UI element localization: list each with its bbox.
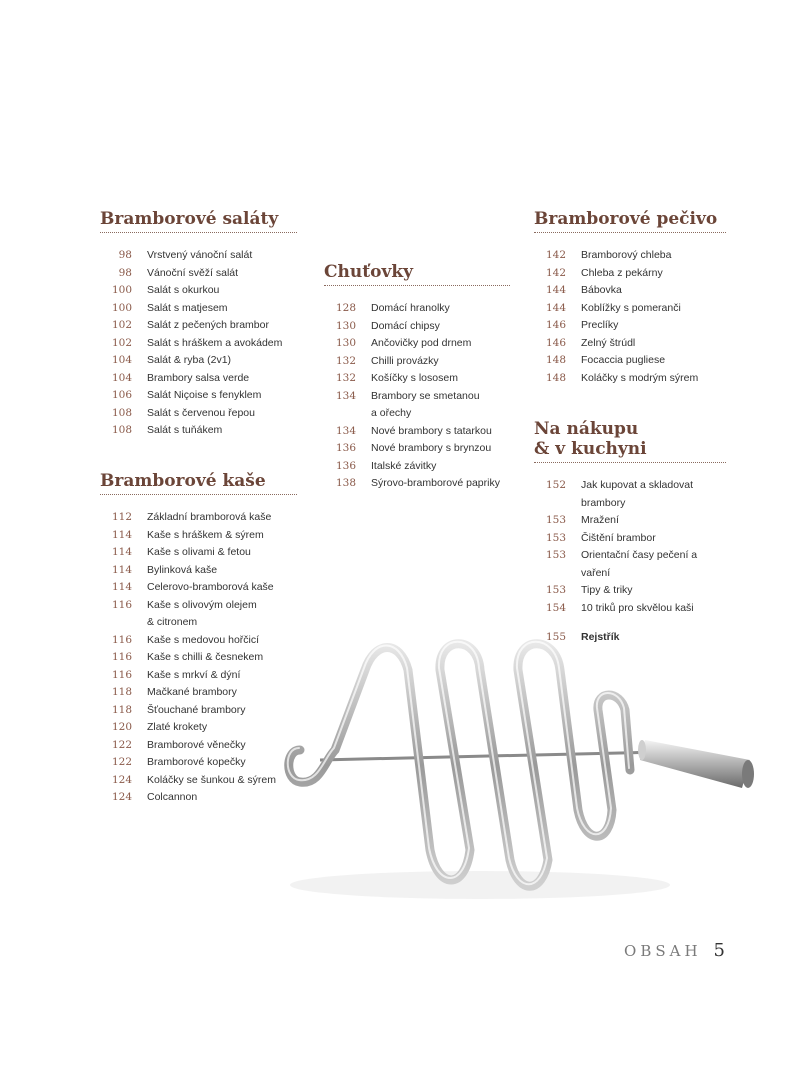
- toc-entry-line: Koblížky s pomeranči: [581, 301, 681, 314]
- toc-entry[interactable]: [100, 632, 297, 650]
- toc-entry-title: [132, 562, 217, 580]
- toc-entry[interactable]: [100, 754, 297, 772]
- toc-entry-line: Tipy & triky: [581, 584, 633, 596]
- toc-entry-line: Kaše s mrkví & dýní: [147, 668, 241, 681]
- toc-entry-line: Kaše s olivami & fetou: [147, 546, 251, 558]
- section-heading-line: Bramborové pečivo: [534, 209, 718, 229]
- toc-page-number: 130: [335, 337, 356, 349]
- toc-entry-line: Salát s hráškem a avokádem: [147, 336, 283, 349]
- toc-page-number: 116: [111, 668, 132, 681]
- toc-entry-title: [356, 370, 458, 388]
- toc-entry-line: Koláčky se šunkou & sýrem: [147, 773, 276, 786]
- section-heading-line: & v kuchyni: [534, 439, 647, 459]
- toc-entry-line: Zelný štrúdl: [581, 336, 636, 349]
- toc-entry-line: Bramborové kopečky: [147, 756, 246, 768]
- toc-entry[interactable]: [534, 265, 726, 283]
- toc-entry[interactable]: [100, 597, 297, 632]
- toc-page-number: 102: [111, 336, 132, 349]
- toc-page-number: 100: [111, 301, 132, 314]
- toc-entry-title: [132, 667, 240, 685]
- section-heading: [100, 209, 297, 233]
- toc-entry[interactable]: [100, 684, 297, 702]
- section-heading: [534, 209, 726, 233]
- section-bramborove-pecivo: [534, 209, 726, 387]
- toc-entry[interactable]: [100, 789, 297, 807]
- toc-entry-title: [132, 789, 197, 807]
- toc-page-number: 136: [335, 442, 356, 454]
- toc-page-number: 146: [545, 319, 566, 331]
- toc-entry-line: Salát s matjesem: [147, 301, 228, 314]
- toc-entry-title: [132, 737, 246, 755]
- toc-entry-title: [132, 632, 259, 650]
- toc-entry-line: Kaše s medovou hořčicí: [147, 633, 260, 646]
- toc-entry[interactable]: [324, 423, 510, 441]
- toc-entry-title: [132, 317, 269, 335]
- toc-page-number: 100: [111, 284, 132, 296]
- toc-entry-line: Bramborový chleba: [581, 249, 672, 261]
- toc-entry-title: [132, 370, 249, 388]
- toc-entry[interactable]: [534, 582, 726, 600]
- toc-entry[interactable]: [324, 335, 510, 353]
- toc-entry-title: [566, 300, 681, 318]
- toc-entry[interactable]: [100, 387, 297, 405]
- toc-entry[interactable]: [534, 335, 726, 353]
- toc-entry-title: [132, 684, 237, 702]
- toc-entry-line: Základní bramborová kaše: [147, 511, 272, 523]
- toc-entry-title: [566, 370, 698, 388]
- toc-entry[interactable]: [534, 300, 726, 318]
- toc-page-number: 142: [545, 249, 566, 261]
- toc-page-number: 144: [545, 301, 566, 314]
- toc-entry-title: [132, 405, 255, 423]
- toc-page-number: 132: [335, 372, 356, 384]
- toc-entry-title: [132, 544, 251, 562]
- toc-page-number: 122: [111, 756, 132, 768]
- toc-entry-title: [356, 300, 450, 318]
- toc-entry-line: Nové brambory s brynzou: [371, 442, 492, 454]
- toc-entry-title: [132, 300, 228, 318]
- toc-entry-line: Vánoční svěží salát: [147, 266, 239, 279]
- toc-entry[interactable]: [534, 547, 726, 582]
- toc-entry-title: [356, 458, 436, 476]
- section-chutovky: [324, 262, 510, 493]
- toc-entry-line: Domácí chipsy: [371, 319, 440, 332]
- toc-entry-line: a ořechy: [371, 407, 412, 419]
- section-bramborove-salaty: [100, 209, 297, 440]
- toc-entry-line: Kaše s hráškem & sýrem: [147, 528, 264, 541]
- toc-page-number: 102: [111, 319, 132, 331]
- toc-entry[interactable]: [100, 300, 297, 318]
- toc-entry-line: Brambory se smetanou: [371, 389, 480, 402]
- toc-entry-title: [132, 352, 231, 370]
- toc-entry[interactable]: [100, 527, 297, 545]
- toc-page-number: 108: [111, 424, 132, 436]
- toc-page-number: 144: [545, 284, 566, 296]
- toc-entry-line: Salát z pečených brambor: [147, 319, 269, 331]
- toc-entry-line: 10 triků pro skvělou kaši: [581, 601, 694, 614]
- toc-entry-line: Focaccia pugliese: [581, 354, 666, 366]
- toc-entry-title: [132, 772, 276, 790]
- toc-entry[interactable]: [100, 265, 297, 283]
- toc-entry-line: Mražení: [581, 514, 619, 526]
- toc-entry-line: Brambory salsa verde: [147, 371, 250, 384]
- toc-page-number: 132: [335, 354, 356, 367]
- toc-entry-title: [566, 282, 622, 300]
- toc-entry-title: [132, 702, 246, 720]
- toc-entry-line: Mačkané brambory: [147, 686, 237, 698]
- toc-entry[interactable]: [534, 512, 726, 530]
- toc-page-number: 134: [335, 389, 356, 402]
- toc-entry-line: Domácí hranolky: [371, 302, 450, 314]
- toc-page-number: 106: [111, 389, 132, 401]
- toc-page-number: 142: [545, 266, 566, 279]
- toc-entry-title: [132, 387, 261, 405]
- toc-entry[interactable]: [534, 530, 726, 548]
- toc-entry[interactable]: [100, 772, 297, 790]
- toc-entry-line: brambory: [581, 496, 626, 509]
- toc-entry[interactable]: [100, 370, 297, 388]
- toc-entry-title: [132, 719, 207, 737]
- toc-entry[interactable]: [534, 477, 726, 512]
- toc-entry-title: [566, 317, 618, 335]
- toc-page-number: 118: [111, 703, 132, 716]
- toc-entry-title: [566, 335, 635, 353]
- toc-entry-line: Zlaté krokety: [147, 721, 208, 733]
- toc-entry-title: [566, 265, 663, 283]
- section-heading-line: Na nákupu: [534, 419, 639, 439]
- toc-entry-line: Chilli provázky: [371, 354, 439, 367]
- toc-page-number: 124: [111, 791, 132, 803]
- toc-entry-title: [132, 597, 257, 632]
- toc-entry[interactable]: [100, 509, 297, 527]
- page-number: 5: [713, 940, 725, 961]
- toc-entry[interactable]: [100, 579, 297, 597]
- toc-entry[interactable]: [324, 440, 510, 458]
- footer-label: OBSAH: [624, 942, 702, 960]
- toc-entry-title: [132, 754, 246, 772]
- toc-entry[interactable]: [324, 370, 510, 388]
- toc-entry-line: Vrstvený vánoční salát: [147, 249, 253, 261]
- toc-page-number: 112: [111, 511, 132, 523]
- toc-page-number: 98: [118, 249, 132, 261]
- toc-entry[interactable]: [100, 719, 297, 737]
- toc-entry-title: [132, 527, 264, 545]
- toc-page-number: 148: [545, 371, 566, 384]
- toc-entry[interactable]: [100, 247, 297, 265]
- toc-entry-line: Košíčky s lososem: [371, 372, 458, 384]
- section-heading: [324, 262, 510, 286]
- toc-entry[interactable]: [324, 458, 510, 476]
- toc-entry-title: [356, 423, 492, 441]
- section-heading: [534, 419, 726, 463]
- toc-entry-line: Salát & ryba (2v1): [147, 354, 232, 366]
- toc-page-number: 148: [545, 354, 566, 366]
- toc-entry[interactable]: [100, 405, 297, 423]
- toc-entry-line: Salát s okurkou: [147, 284, 220, 296]
- toc-entry-title: [356, 335, 471, 353]
- toc-entry-line: Celerovo-bramborová kaše: [147, 581, 274, 593]
- toc-page-number: 152: [545, 479, 566, 491]
- toc-entry-line: Salát Niçoise s fenyklem: [147, 389, 262, 401]
- toc-page-number: 124: [111, 773, 132, 786]
- potato-masher-icon: [280, 610, 770, 910]
- toc-page-number: 153: [545, 514, 566, 526]
- toc-entry-title: [132, 247, 252, 265]
- toc-page-number: 153: [545, 584, 566, 596]
- toc-entry-line: Koláčky s modrým sýrem: [581, 371, 699, 384]
- toc-entry[interactable]: [100, 737, 297, 755]
- toc-entry[interactable]: [324, 353, 510, 371]
- toc-entry-title: [566, 477, 693, 512]
- toc-entry-line: Bábovka: [581, 284, 622, 296]
- toc-page-number: 118: [111, 686, 132, 698]
- toc-page-number: 138: [335, 477, 356, 489]
- toc-entry-line: Ančovičky pod drnem: [371, 337, 472, 349]
- toc-entry-line: Sýrovo-bramborové papriky: [371, 477, 500, 489]
- toc-page-number: 155: [545, 631, 566, 643]
- toc-entry-line: Bylinková kaše: [147, 563, 218, 576]
- toc-page-number: 153: [545, 549, 566, 561]
- toc-entry-title: [356, 318, 440, 336]
- toc-entry-title: [566, 530, 656, 548]
- toc-page-number: 120: [111, 721, 132, 733]
- toc-entry-line: Kaše s olivovým olejem: [147, 598, 257, 611]
- toc-entry-title: [132, 335, 282, 353]
- toc-entry[interactable]: [324, 388, 510, 423]
- toc-page-number: 108: [111, 406, 132, 419]
- toc-page-number: 116: [111, 598, 132, 611]
- toc-entry-line: Orientační časy pečení a vaření: [581, 549, 698, 579]
- toc-entry-line: Kaše s chilli & česnekem: [147, 651, 264, 663]
- toc-entry[interactable]: [100, 422, 297, 440]
- toc-entry-title: [566, 512, 619, 530]
- toc-entry-line: Preclíky: [581, 319, 619, 331]
- toc-entry[interactable]: [100, 702, 297, 720]
- toc-page-number: 122: [111, 738, 132, 751]
- toc-page-number: 136: [335, 459, 356, 472]
- toc-page-number: 134: [335, 424, 356, 437]
- toc-entry-line: Colcannon: [147, 791, 198, 803]
- toc-entry-title: [356, 440, 491, 458]
- toc-entry-title: [356, 353, 439, 371]
- toc-page-number: 128: [335, 302, 356, 314]
- toc-entry-line: Rejstřík: [581, 631, 620, 643]
- toc-entry-line: Nové brambory s tatarkou: [371, 424, 492, 437]
- toc-entry[interactable]: [534, 247, 726, 265]
- toc-entry-title: [566, 352, 665, 370]
- section-heading: [100, 471, 297, 495]
- toc-entry-line: Šťouchané brambory: [147, 703, 246, 716]
- section-heading-line: Bramborové kaše: [100, 471, 266, 491]
- toc-entry-title: [132, 265, 238, 283]
- toc-page-number: 104: [111, 371, 132, 384]
- toc-entry[interactable]: [534, 370, 726, 388]
- toc-entry[interactable]: [100, 544, 297, 562]
- toc-page-number: 98: [118, 266, 132, 279]
- toc-entry-title: [132, 422, 222, 440]
- toc-entry[interactable]: [100, 317, 297, 335]
- toc-page-number: 114: [111, 581, 132, 593]
- toc-entry-line: Italské závitky: [371, 459, 437, 472]
- toc-entry-title: [356, 475, 500, 493]
- toc-entry-line: Chleba z pekárny: [581, 266, 663, 279]
- toc-entry-line: Bramborové věnečky: [147, 738, 246, 751]
- toc-entry-title: [566, 582, 633, 600]
- toc-page-number: 104: [111, 354, 132, 366]
- toc-entry[interactable]: [100, 562, 297, 580]
- toc-entry-title: [132, 282, 219, 300]
- toc-page-number: 153: [545, 531, 566, 544]
- toc-page-number: 114: [111, 528, 132, 541]
- toc-entry-title: [132, 649, 263, 667]
- toc-entry-title: [132, 579, 274, 597]
- toc-entry-line: Čištění brambor: [581, 531, 656, 544]
- toc-entry-line: Salát s červenou řepou: [147, 406, 255, 419]
- footer: [624, 940, 725, 961]
- section-heading-line: Bramborové saláty: [100, 209, 279, 229]
- toc-page-number: 114: [111, 563, 132, 576]
- toc-entry[interactable]: [534, 282, 726, 300]
- toc-page-number: 114: [111, 546, 132, 558]
- toc-entry-title: [566, 247, 671, 265]
- toc-entry-line: Jak kupovat a skladovat: [581, 479, 694, 491]
- toc-entry[interactable]: [100, 335, 297, 353]
- toc-entry-title: [132, 509, 271, 527]
- toc-entry[interactable]: [100, 667, 297, 685]
- toc-entry-line: Salát s tuňákem: [147, 424, 223, 436]
- toc-entry-title: [356, 388, 480, 423]
- toc-page-number: 154: [545, 601, 566, 614]
- section-heading-line: Chuťovky: [324, 262, 413, 282]
- toc-entry[interactable]: [324, 318, 510, 336]
- toc-page-number: 146: [545, 336, 566, 349]
- toc-entry[interactable]: [534, 317, 726, 335]
- toc-entry[interactable]: [100, 282, 297, 300]
- toc-page-number: 116: [111, 633, 132, 646]
- toc-entry[interactable]: [100, 649, 297, 667]
- toc-page-number: 116: [111, 651, 132, 663]
- toc-entry[interactable]: [534, 352, 726, 370]
- toc-entry-title: [566, 547, 726, 582]
- toc-entry[interactable]: [324, 475, 510, 493]
- toc-entry-line: & citronem: [147, 616, 198, 628]
- toc-page-number: 130: [335, 319, 356, 332]
- section-bramborove-kase: [100, 471, 297, 807]
- toc-entry[interactable]: [324, 300, 510, 318]
- toc-entry[interactable]: [100, 352, 297, 370]
